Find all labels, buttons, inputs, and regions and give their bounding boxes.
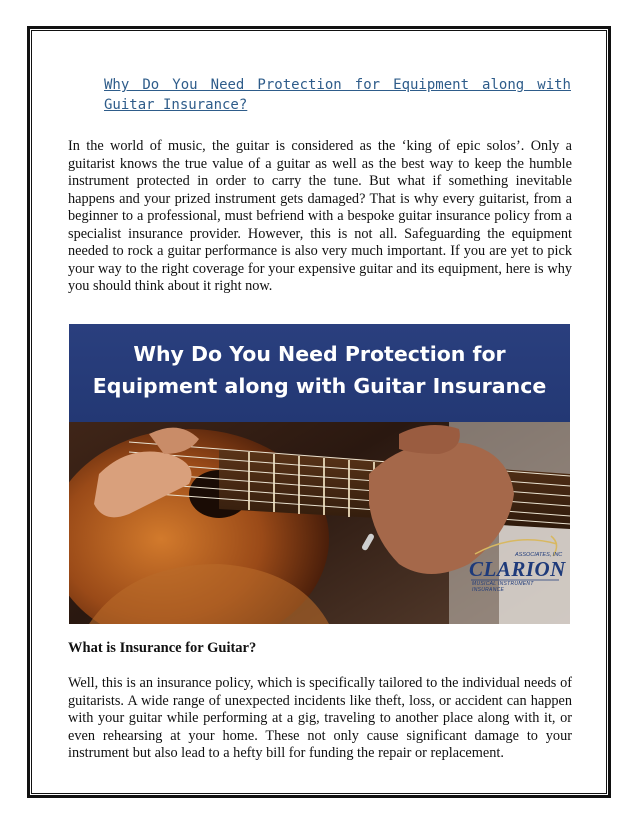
hero-title-line-1: Why Do You Need Protection for <box>133 342 506 366</box>
logo-tagline-bottom: MUSICAL INSTRUMENT INSURANCE <box>472 581 534 593</box>
logo-wordmark: CLARION <box>469 557 566 581</box>
hero-banner <box>69 324 570 422</box>
section-paragraph: Well, this is an insurance policy, which is specifically tailored to the individual needs of guitarists. A wide range of unexpected incidents like theft, loss, or accident can happen with your guitar while performing at a gig, traveling to another place along with it, or even rehearsing at your home. These not only cause significant damage to your instrument but also lead to a hefty bill for funding the repair or replacement. <box>68 675 572 761</box>
logo-tagline-top: ASSOCIATES, INC <box>515 552 563 558</box>
section-heading: What is Insurance for Guitar? <box>68 640 257 656</box>
article-title[interactable]: Why Do You Need Protection for Equipment along with Guitar Insurance? <box>104 77 571 113</box>
clarion-logo <box>465 528 565 594</box>
intro-paragraph: In the world of music, the guitar is considered as the ‘king of epic solos’. Only a guitarist knows the true value of a guitar as well as the best way to keep the humble instrument protected in order to carry the tune. But what if something inevitable happens and your prized instrument gets damaged? That is why every guitarist, from a beginner to a professional, must befriend with a bespoke guitar insurance policy from a specialist insurance provider. However, this is not all. Safeguarding the equipment needed to rock a guitar performance is also very much important. If you are yet to pick your way to the right coverage for your expensive guitar and its equipment, here is why you should think about it right now. <box>68 138 572 294</box>
hero-title-line-2: Equipment along with Guitar Insurance <box>92 374 547 398</box>
hero-image <box>69 324 570 624</box>
